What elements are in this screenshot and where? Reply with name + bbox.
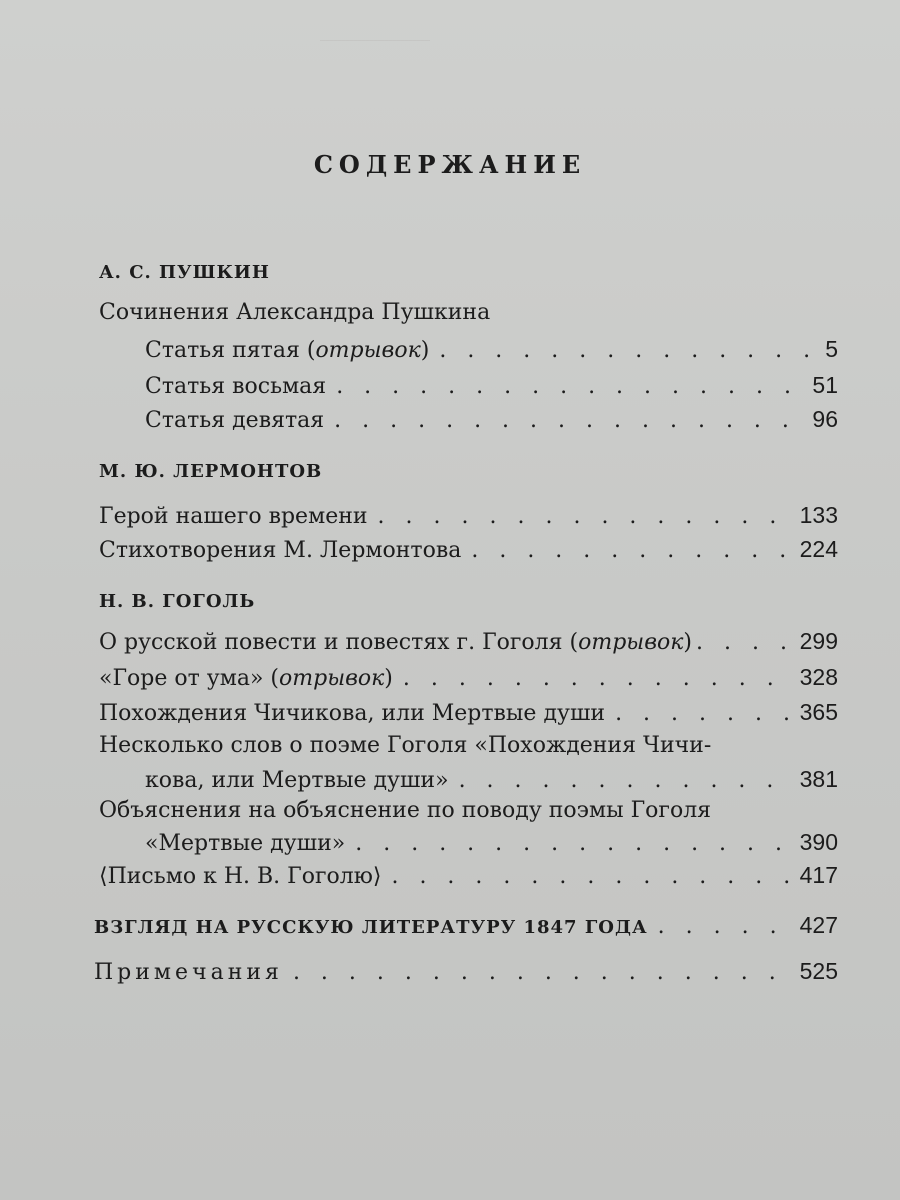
toc-entry-line2: «Мертвые души» . . . 390 (145, 829, 838, 856)
section-heading-lermontov: М. Ю. ЛЕРМОНТОВ (99, 461, 323, 482)
leader-dots (355, 831, 793, 856)
leader-dots (293, 960, 794, 985)
section-heading-gogol: Н. В. ГОГОЛЬ (99, 591, 256, 612)
toc-entry-notes: Примечания . . . 525 (94, 958, 838, 985)
page-number: 5 (825, 336, 838, 362)
leader-dots (459, 768, 794, 793)
page-number: 224 (799, 536, 838, 562)
page-number: 381 (799, 766, 838, 792)
leader-dots (334, 408, 806, 433)
toc-entry: Герой нашего времени . . . 133 (99, 502, 838, 529)
leader-dots (391, 864, 793, 889)
leader-dots (615, 701, 794, 726)
toc-entry: ⟨Письмо к Н. В. Гоголю⟩ . . . 417 (99, 862, 838, 889)
page-number: 390 (799, 829, 838, 855)
leader-dots (696, 630, 796, 655)
toc-entry-line1: Объяснения на объяснение по поводу поэмы Гоголя (99, 798, 712, 823)
page-title: СОДЕРЖАНИЕ (313, 150, 587, 179)
toc-entry: Статья девятая . . . 96 (145, 406, 838, 433)
toc-entry-line2: кова, или Мертвые души» . . . 381 (145, 766, 838, 793)
page-number: 525 (799, 958, 838, 984)
page-number: 427 (799, 912, 838, 938)
section-heading-pushkin: А. С. ПУШКИН (99, 262, 270, 283)
page-number: 365 (799, 699, 838, 725)
toc-work-pushkin: Сочинения Александра Пушкина (99, 300, 491, 325)
toc-entry-line1: Несколько слов о поэме Гоголя «Похождения Чичи- (99, 733, 712, 758)
leader-dots (439, 338, 819, 363)
bleed-through (320, 40, 430, 101)
leader-dots (378, 504, 794, 529)
page-number: 299 (799, 628, 838, 654)
toc-entry: «Горе от ума» (отрывок) . . . 328 (99, 664, 838, 691)
leader-dots (658, 914, 794, 939)
toc-entry: Стихотворения М. Лермонтова . . . 224 (99, 536, 838, 563)
page-number: 133 (799, 502, 838, 528)
leader-dots (403, 666, 794, 691)
page-number: 51 (812, 372, 838, 398)
page-number: 417 (799, 862, 838, 888)
toc-entry: Статья пятая (отрывок) . . . 5 (145, 336, 838, 363)
page-number: 96 (812, 406, 838, 432)
leader-dots (471, 538, 793, 563)
leader-dots (336, 374, 806, 399)
toc-entry: О русской повести и повестях г. Гоголя (отрывок) . . . 299 (99, 628, 838, 655)
toc-entry: Статья восьмая . . . 51 (145, 372, 838, 399)
page-number: 328 (799, 664, 838, 690)
toc-entry-overview: ВЗГЛЯД НА РУССКУЮ ЛИТЕРАТУРУ 1847 ГОДА . . . 427 (94, 912, 838, 939)
toc-entry: Похождения Чичикова, или Мертвые души . . . 365 (99, 699, 838, 726)
